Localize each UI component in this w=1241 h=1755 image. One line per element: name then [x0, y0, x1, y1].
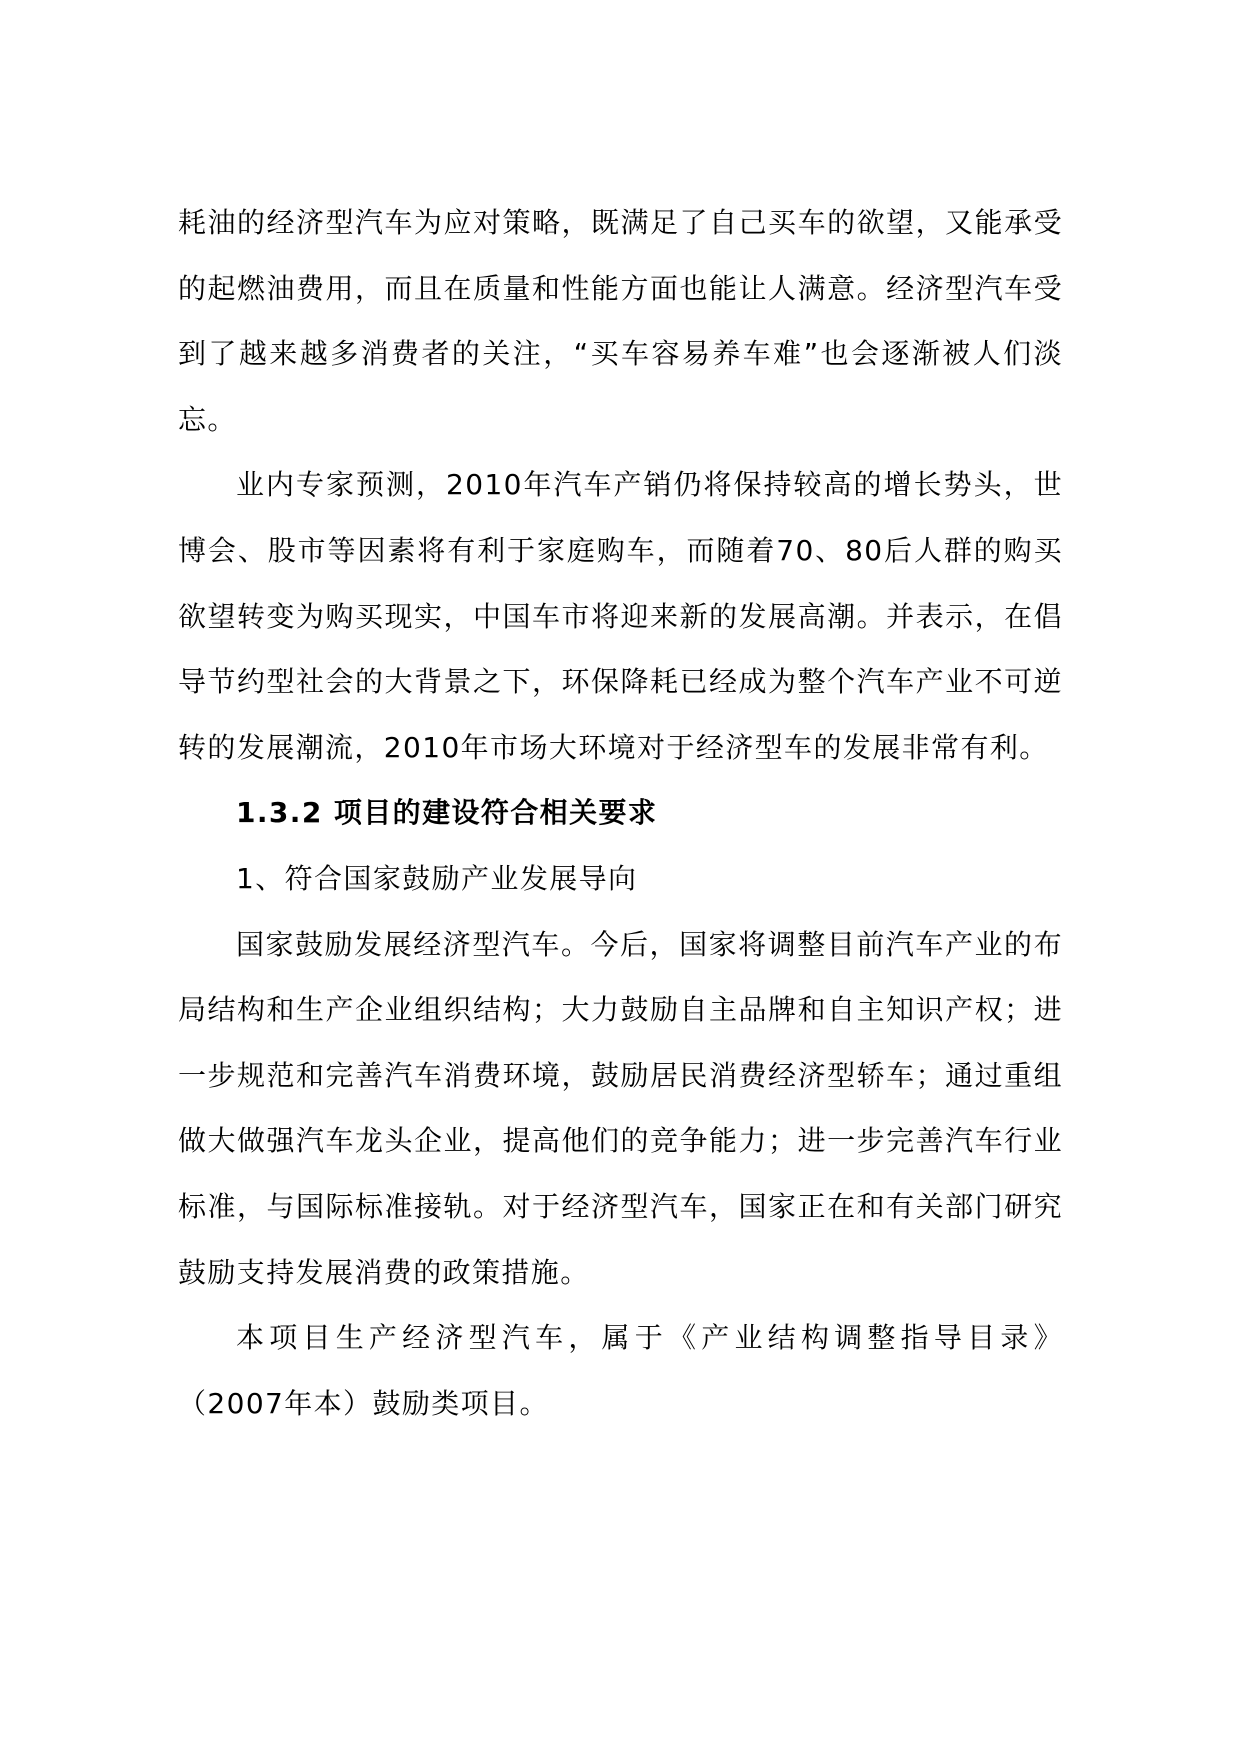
paragraph-national-policy: 国家鼓励发展经济型汽车。今后，国家将调整目前汽车产业的布局结构和生产企业组织结构；大力鼓励自主品牌和自主知识产权；进一步规范和完善汽车消费环境，鼓励居民消费经济型轿车；通过重组做大做强汽车龙头企业，提高他们的竞争能力；进一步完善汽车行业标准，与国际标准接轨。对于经济型汽车，国家正在和有关部门研究鼓励支持发展消费的政策措施。: [178, 927, 1063, 1289]
document-page: [178, 190, 1063, 1436]
subsection-heading: 1、符合国家鼓励产业发展导向: [236, 861, 638, 895]
paragraph-project-category: 本项目生产经济型汽车，属于《产业结构调整指导目录》（2007年本）鼓励类项目。: [178, 1321, 1063, 1420]
paragraph-expert-forecast: 业内专家预测，2010年汽车产销仍将保持较高的增长势头，世博会、股市等因素将有利于家庭购车，而随着70、80后人群的购买欲望转变为购买现实，中国车市将迎来新的发展高潮。并表示，在倡导节约型社会的大背景之下，环保降耗已经成为整个汽车产业不可逆转的发展潮流，2010年市场大环境对于经济型车的发展非常有利。: [178, 468, 1063, 764]
paragraph-economy-car-strategy: 耗油的经济型汽车为应对策略，既满足了自己买车的欲望，又能承受的起燃油费用，而且在质量和性能方面也能让人满意。经济型汽车受到了越来越多消费者的关注，“买车容易养车难”也会逐渐被人们淡忘。: [178, 206, 1063, 436]
section-heading: 1.3.2 项目的建设符合相关要求: [236, 796, 658, 830]
